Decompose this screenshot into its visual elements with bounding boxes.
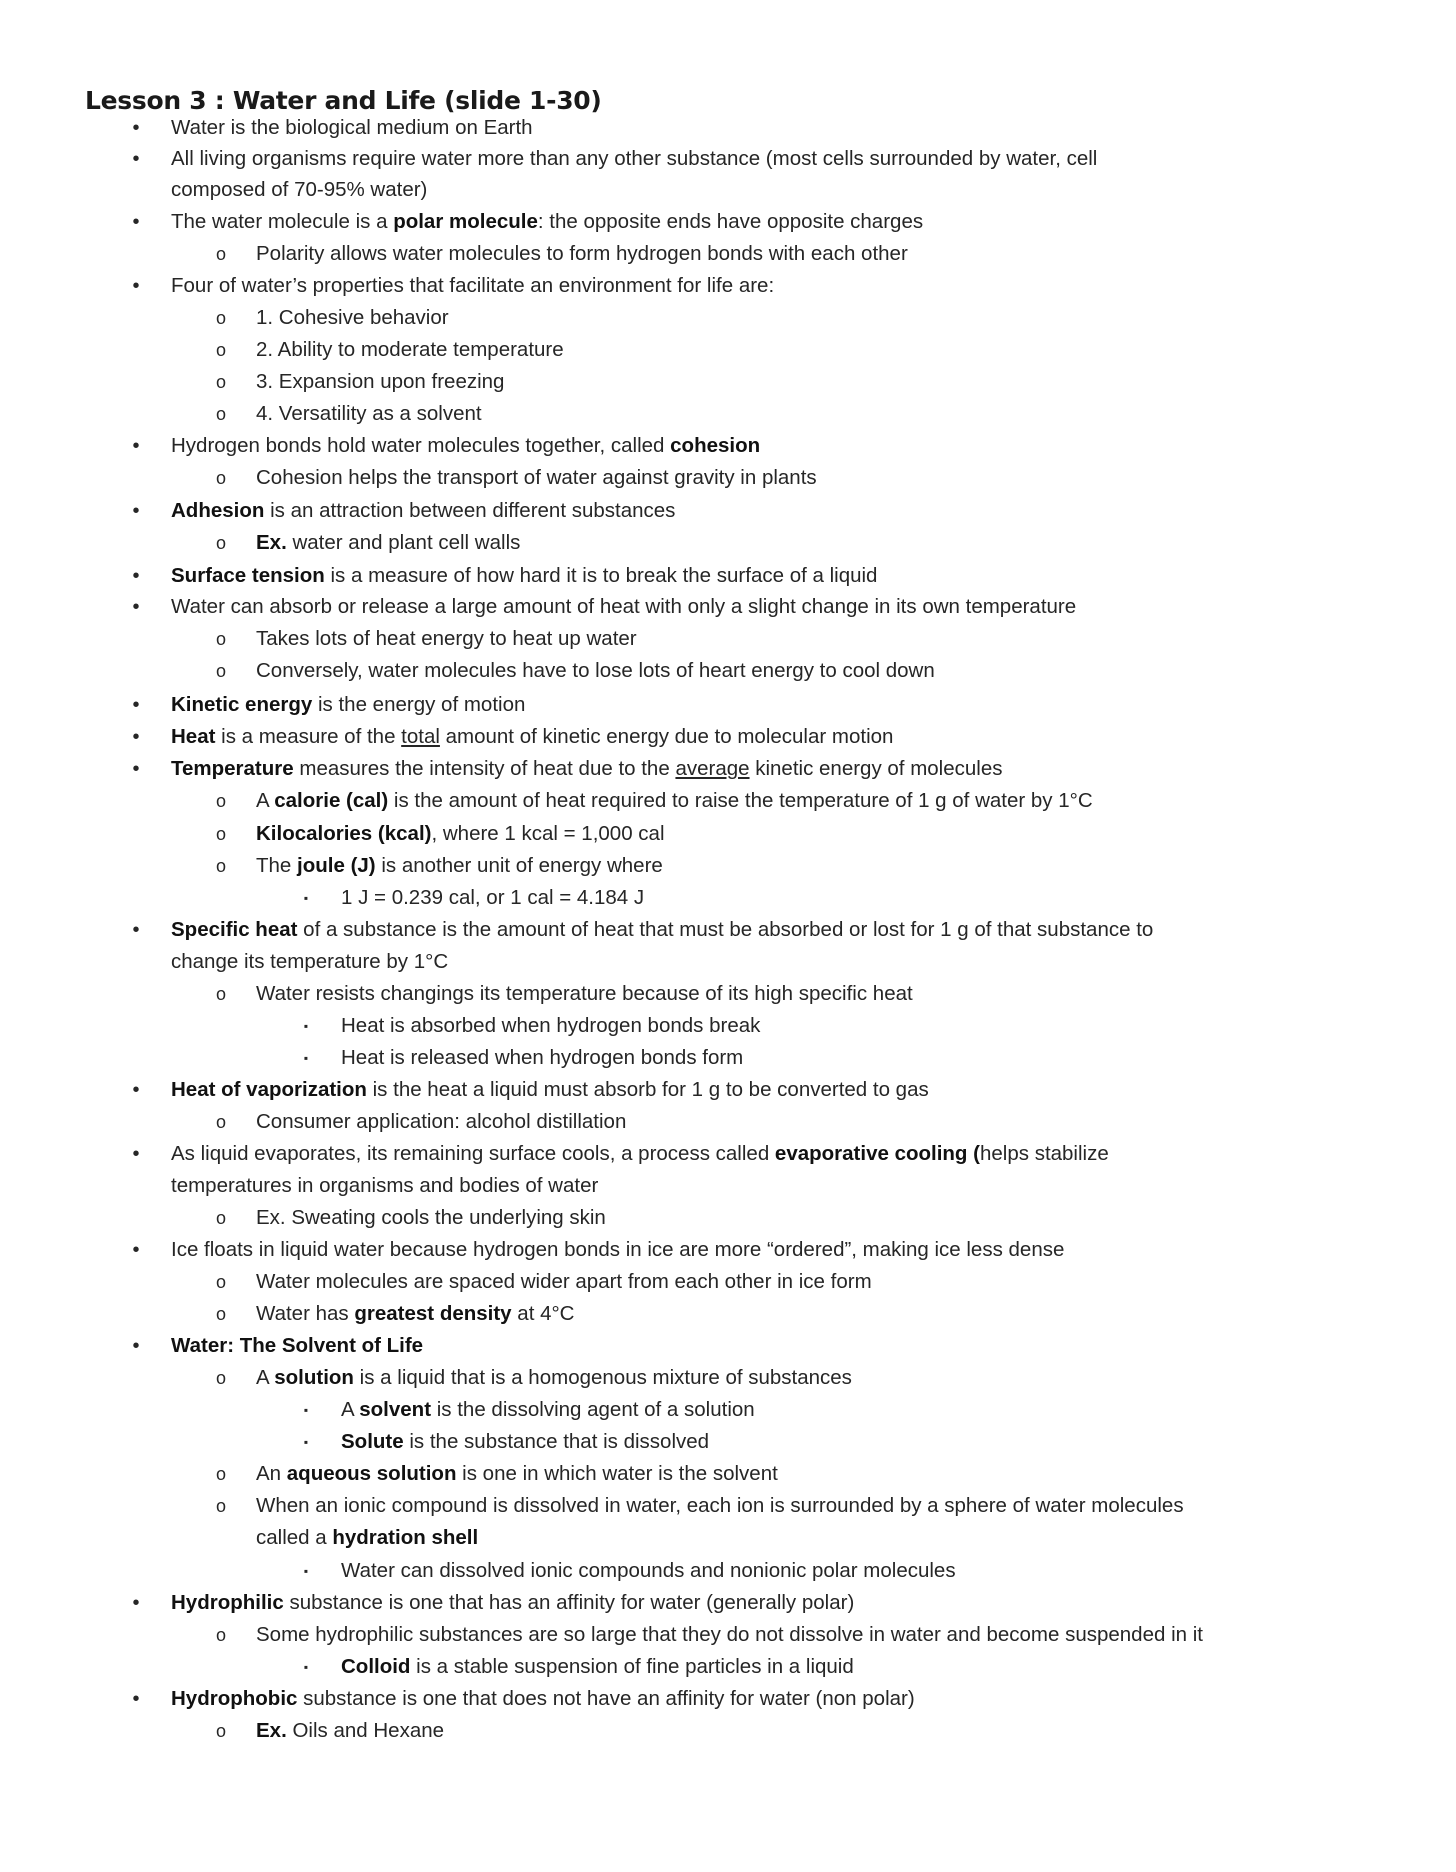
text-segment: is an attraction between different substances xyxy=(264,499,676,522)
bullet-circle-icon: o xyxy=(215,1625,226,1645)
text-segment: A xyxy=(256,789,275,812)
bullet-dot-icon: • xyxy=(132,1079,140,1101)
text-segment: Water has xyxy=(256,1302,355,1325)
text-segment: All living organisms require water more than any other substance (most cells surrounded by water, cell xyxy=(171,147,1098,170)
text-segment: is a stable suspension of fine particles in a liquid xyxy=(410,1655,854,1678)
bullet-text xyxy=(171,1588,854,1618)
text-segment: is a liquid that is a homogenous mixture of substances xyxy=(353,1366,852,1389)
text-segment: A xyxy=(341,1398,360,1421)
bold-term: aqueous solution xyxy=(286,1462,457,1485)
bullet-text xyxy=(256,1203,606,1233)
text-segment: Heat is absorbed when hydrogen bonds break xyxy=(341,1014,761,1037)
bullet-circle-icon: o xyxy=(215,856,226,876)
bullet-text xyxy=(171,175,427,205)
text-segment: When an ionic compound is dissolved in water, each ion is surrounded by a sphere of water molecules xyxy=(256,1494,1184,1517)
bullet-text xyxy=(171,1171,598,1201)
bold-term: Ex. xyxy=(256,1719,287,1742)
bullet-text xyxy=(171,561,877,591)
bold-term: Kinetic energy xyxy=(171,693,313,716)
bullet-text xyxy=(256,624,637,654)
text-segment: Hydrogen bonds hold water molecules together, called xyxy=(171,434,671,457)
bold-term: Temperature xyxy=(171,757,294,780)
bold-term: Hydrophilic xyxy=(171,1591,284,1614)
bullet-circle-icon: o xyxy=(215,791,226,811)
bullet-circle-icon: o xyxy=(215,1208,226,1228)
bullet-text xyxy=(256,1620,1203,1650)
bullet-dot-icon: • xyxy=(132,596,140,618)
bullet-circle-icon: o xyxy=(215,244,226,264)
bullet-text xyxy=(171,592,1076,622)
bullet-text xyxy=(171,722,893,752)
text-segment: Water molecules are spaced wider apart from each other in ice form xyxy=(256,1270,872,1293)
bullet-text xyxy=(256,1523,478,1553)
bullet-dot-icon: • xyxy=(132,117,140,139)
bullet-dot-icon: • xyxy=(132,211,140,233)
bullet-text xyxy=(341,1043,743,1073)
text-segment: A xyxy=(256,1366,275,1389)
bullet-circle-icon: o xyxy=(215,308,226,328)
text-segment: is another unit of energy where xyxy=(375,854,663,877)
text-segment: water and plant cell walls xyxy=(286,531,521,554)
bullet-circle-icon: o xyxy=(215,1304,226,1324)
bullet-circle-icon: o xyxy=(215,1112,226,1132)
text-segment: 2. Ability to moderate temperature xyxy=(256,338,564,361)
bullet-text xyxy=(256,1107,626,1137)
bullet-text xyxy=(256,1459,778,1489)
bullet-dot-icon: • xyxy=(132,1143,140,1165)
bullet-text xyxy=(341,1395,755,1425)
text-segment: Water resists changings its temperature because of its high specific heat xyxy=(256,982,913,1005)
bullet-text xyxy=(171,1235,1064,1265)
bullet-text xyxy=(256,1716,444,1746)
bullet-text xyxy=(256,303,449,333)
bullet-square-icon: ▪ xyxy=(303,1435,309,1449)
bullet-text xyxy=(341,1556,956,1586)
text-segment: at 4°C xyxy=(511,1302,575,1325)
bullet-text xyxy=(171,144,1097,174)
bullet-dot-icon: • xyxy=(132,758,140,780)
bullet-circle-icon: o xyxy=(215,824,226,844)
bullet-text xyxy=(341,1011,760,1041)
bullet-text xyxy=(256,239,908,269)
text-segment: amount of kinetic energy due to molecular motion xyxy=(439,725,894,748)
bullet-dot-icon: • xyxy=(132,500,140,522)
bullet-text xyxy=(256,656,935,686)
bullet-text xyxy=(171,1331,423,1361)
text-segment: As liquid evaporates, its remaining surface cools, a process called xyxy=(171,1142,775,1165)
bullet-text xyxy=(256,851,663,881)
bold-term: evaporative cooling ( xyxy=(774,1142,980,1165)
bold-term: joule (J) xyxy=(297,854,376,877)
text-segment: Some hydrophilic substances are so large that they do not dissolve in water and become suspended in it xyxy=(256,1623,1203,1646)
bullet-dot-icon: • xyxy=(132,1592,140,1614)
page-title: Lesson 3 : Water and Life (slide 1-30) xyxy=(85,86,602,115)
text-segment: Ice floats in liquid water because hydrogen bonds in ice are more “ordered”, making ice less dense xyxy=(171,1238,1065,1261)
bullet-text xyxy=(171,915,1153,945)
bold-term: Adhesion xyxy=(171,499,265,522)
bullet-circle-icon: o xyxy=(215,984,226,1004)
bullet-text xyxy=(256,335,564,365)
bold-term: Hydrophobic xyxy=(171,1687,298,1710)
bullet-text xyxy=(171,1139,1109,1169)
text-segment: substance is one that has an affinity for water (generally polar) xyxy=(283,1591,855,1614)
bullet-circle-icon: o xyxy=(215,468,226,488)
text-segment: 1 J = 0.239 cal, or 1 cal = 4.184 J xyxy=(341,886,645,909)
bold-term: Water: The Solvent of Life xyxy=(171,1334,424,1357)
bold-term: hydration shell xyxy=(332,1526,479,1549)
bullet-dot-icon: • xyxy=(132,726,140,748)
bullet-dot-icon: • xyxy=(132,275,140,297)
text-segment: is the heat a liquid must absorb for 1 g to be converted to gas xyxy=(366,1078,929,1101)
bullet-text xyxy=(171,1684,915,1714)
bold-term: Kilocalories (kcal) xyxy=(256,822,432,845)
bullet-dot-icon: • xyxy=(132,1335,140,1357)
bullet-text xyxy=(171,207,923,237)
bullet-circle-icon: o xyxy=(215,1464,226,1484)
text-segment: Conversely, water molecules have to lose lots of heart energy to cool down xyxy=(256,659,935,682)
bold-term: calorie (cal) xyxy=(274,789,389,812)
text-segment: Four of water’s properties that facilitate an environment for life are: xyxy=(171,274,775,297)
text-segment: is the energy of motion xyxy=(312,693,526,716)
bullet-circle-icon: o xyxy=(215,372,226,392)
bold-term: Solute xyxy=(341,1430,404,1453)
text-segment: is the amount of heat required to raise the temperature of 1 g of water by 1°C xyxy=(388,789,1093,812)
text-segment: The water molecule is a xyxy=(171,210,394,233)
bullet-dot-icon: • xyxy=(132,694,140,716)
bold-term: Ex. xyxy=(256,531,287,554)
bullet-text xyxy=(341,1652,854,1682)
bullet-text xyxy=(256,399,482,429)
underlined-text: total xyxy=(401,725,440,748)
bullet-text xyxy=(256,463,817,493)
text-segment: Consumer application: alcohol distillation xyxy=(256,1110,627,1133)
bullet-text xyxy=(256,1363,852,1393)
text-segment: composed of 70-95% water) xyxy=(171,178,428,201)
bullet-text xyxy=(256,1267,872,1297)
bullet-text xyxy=(256,979,913,1009)
text-segment: kinetic energy of molecules xyxy=(749,757,1003,780)
bold-term: solvent xyxy=(359,1398,432,1421)
bullet-circle-icon: o xyxy=(215,661,226,681)
text-segment: substance is one that does not have an affinity for water (non polar) xyxy=(297,1687,915,1710)
bullet-circle-icon: o xyxy=(215,1368,226,1388)
bullet-circle-icon: o xyxy=(215,340,226,360)
text-segment: measures the intensity of heat due to the xyxy=(293,757,676,780)
bullet-circle-icon: o xyxy=(215,404,226,424)
bold-term: solution xyxy=(274,1366,354,1389)
bullet-dot-icon: • xyxy=(132,435,140,457)
bullet-dot-icon: • xyxy=(132,148,140,170)
bullet-text xyxy=(341,883,644,913)
text-segment: change its temperature by 1°C xyxy=(171,950,449,973)
text-segment: 4. Versatility as a solvent xyxy=(256,402,482,425)
bold-term: greatest density xyxy=(354,1302,512,1325)
bullet-square-icon: ▪ xyxy=(303,1564,309,1578)
bullet-dot-icon: • xyxy=(132,919,140,941)
bullet-dot-icon: • xyxy=(132,1239,140,1261)
bullet-text xyxy=(256,786,1093,816)
bullet-text xyxy=(171,690,525,720)
text-segment: helps stabilize xyxy=(979,1142,1109,1165)
bold-term: polar molecule xyxy=(393,210,538,233)
text-segment: Water is the biological medium on Earth xyxy=(171,116,533,139)
bullet-text xyxy=(171,496,675,526)
text-segment: Polarity allows water molecules to form hydrogen bonds with each other xyxy=(256,242,908,265)
bold-term: cohesion xyxy=(670,434,761,457)
bullet-square-icon: ▪ xyxy=(303,1403,309,1417)
bullet-text xyxy=(341,1427,709,1457)
bold-term: Heat of vaporization xyxy=(171,1078,367,1101)
bullet-text xyxy=(171,947,448,977)
text-segment: : the opposite ends have opposite charges xyxy=(537,210,924,233)
text-segment: is a measure of the xyxy=(215,725,402,748)
bullet-text xyxy=(256,1299,575,1329)
bullet-circle-icon: o xyxy=(215,629,226,649)
bold-term: Surface tension xyxy=(171,564,325,587)
bullet-text xyxy=(256,819,665,849)
bullet-square-icon: ▪ xyxy=(303,891,309,905)
bullet-dot-icon: • xyxy=(132,1688,140,1710)
bullet-text xyxy=(171,431,760,461)
bold-term: Specific heat xyxy=(171,918,298,941)
text-segment: is one in which water is the solvent xyxy=(456,1462,778,1485)
text-segment: 3. Expansion upon freezing xyxy=(256,370,505,393)
bullet-square-icon: ▪ xyxy=(303,1660,309,1674)
text-segment: is the dissolving agent of a solution xyxy=(431,1398,755,1421)
bullet-text xyxy=(171,754,1003,784)
bullet-text xyxy=(171,271,774,301)
text-segment: Water can absorb or release a large amount of heat with only a slight change in its own temperature xyxy=(171,595,1077,618)
text-segment: , where 1 kcal = 1,000 cal xyxy=(431,822,665,845)
bold-term: Colloid xyxy=(341,1655,411,1678)
bullet-square-icon: ▪ xyxy=(303,1019,309,1033)
text-segment: temperatures in organisms and bodies of water xyxy=(171,1174,599,1197)
text-segment: Water can dissolved ionic compounds and nonionic polar molecules xyxy=(341,1559,956,1582)
bullet-text xyxy=(171,113,533,143)
underlined-text: average xyxy=(675,757,750,780)
text-segment: Heat is released when hydrogen bonds form xyxy=(341,1046,744,1069)
bullet-dot-icon: • xyxy=(132,565,140,587)
bullet-circle-icon: o xyxy=(215,1721,226,1741)
bullet-circle-icon: o xyxy=(215,1496,226,1516)
bullet-text xyxy=(256,367,504,397)
text-segment: called a xyxy=(256,1526,333,1549)
bullet-square-icon: ▪ xyxy=(303,1051,309,1065)
text-segment: Cohesion helps the transport of water against gravity in plants xyxy=(256,466,817,489)
bullet-text xyxy=(256,1491,1184,1521)
bullet-text xyxy=(171,1075,929,1105)
text-segment: Takes lots of heat energy to heat up water xyxy=(256,627,637,650)
text-segment: of a substance is the amount of heat that must be absorbed or lost for 1 g of that substance to xyxy=(297,918,1154,941)
text-segment: The xyxy=(256,854,298,877)
bold-term: Heat xyxy=(171,725,216,748)
text-segment: An xyxy=(256,1462,287,1485)
text-segment: is a measure of how hard it is to break the surface of a liquid xyxy=(324,564,878,587)
bullet-circle-icon: o xyxy=(215,1272,226,1292)
text-segment: is the substance that is dissolved xyxy=(403,1430,710,1453)
bullet-text xyxy=(256,528,520,558)
text-segment: 1. Cohesive behavior xyxy=(256,306,449,329)
bullet-circle-icon: o xyxy=(215,533,226,553)
text-segment: Ex. Sweating cools the underlying skin xyxy=(256,1206,606,1229)
text-segment: Oils and Hexane xyxy=(286,1719,445,1742)
